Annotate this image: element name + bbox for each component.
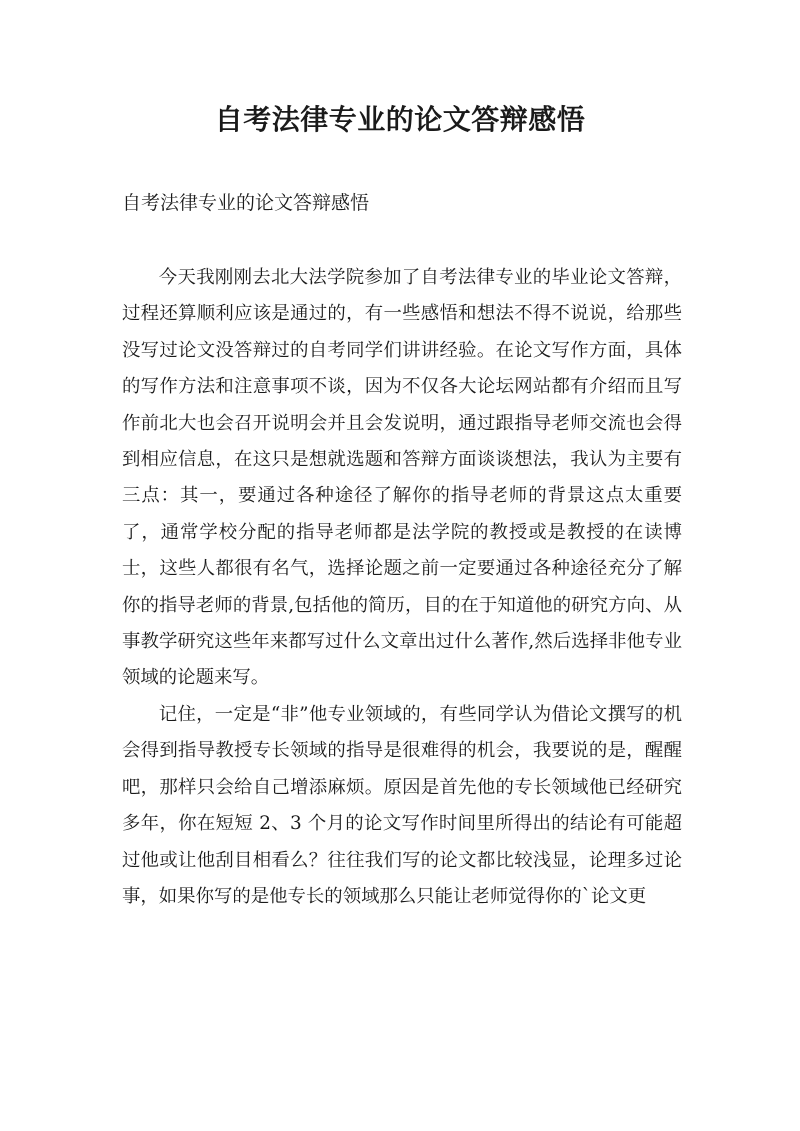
paragraph-2: 记住，一定是“非”他专业领域的，有些同学认为借论文撰写的机会得到指导教授专长领域的指导是很难得的机会，我要说的是，醒醒吧，那样只会给自己增添麻烦。原因是首先他的专长领域他已经研究多年，你在短短 2、3 个月的论文写作时间里所得出的结论有可能超过他或让他刮目相看么？往往我们写的论文都比较浅显，论理多过论事，如果你写的是他专长的领域那么只能让老师觉得你的`论文更 <box>122 703 682 907</box>
document-body <box>122 260 682 915</box>
document-subtitle: 自考法律专业的论文答辩感悟 <box>122 192 370 214</box>
paragraph-1: 今天我刚刚去北大法学院参加了自考法律专业的毕业论文答辩，过程还算顺利应该是通过的，有一些感悟和想法不得不说说，给那些没写过论文没答辩过的自考同学们讲讲经验。在论文写作方面，具体的写作方法和注意事项不谈，因为不仅各大论坛网站都有介绍而且写作前北大也会召开说明会并且会发说明，通过跟指导老师交流也会得到相应信息，在这只是想就选题和答辩方面谈谈想法，我认为主要有三点：其一，要通过各种途径了解你的指导老师的背景这点太重要了，通常学校分配的指导老师都是法学院的教授或是教授的在读博士，这些人都很有名气，选择论题之前一定要通过各种途径充分了解你的指导老师的背景,包括他的简历，目的在于知道他的研究方向、从事教学研究这些年来都写过什么文章出过什么著作,然后选择非他专业领域的论题来写。 <box>122 267 682 689</box>
document-title: 自考法律专业的论文答辩感悟 <box>214 103 586 136</box>
